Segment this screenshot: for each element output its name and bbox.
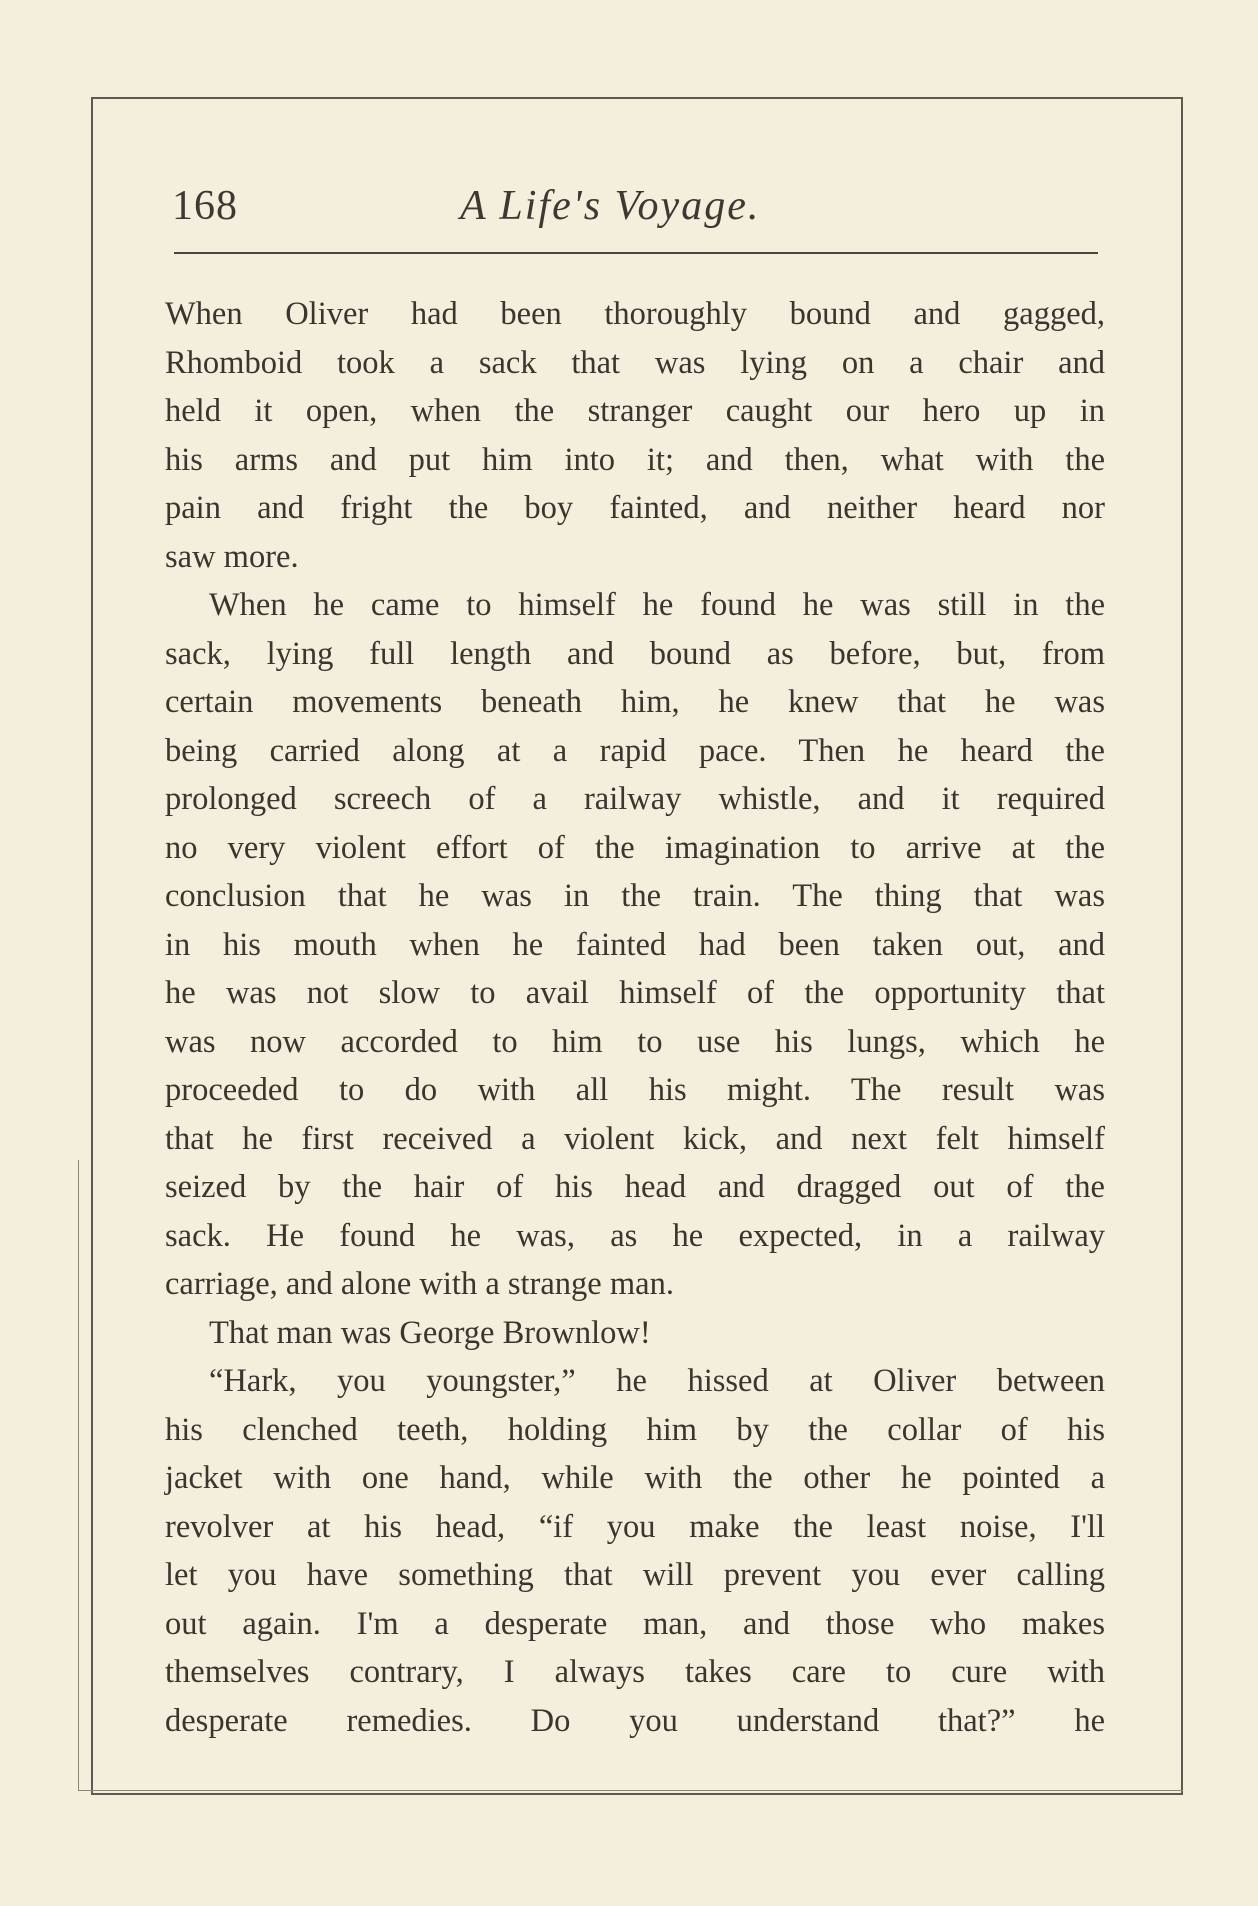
text-line: Rhomboid took a sack that was lying on a chair and (165, 344, 1105, 381)
text-line: no very violent effort of the imagination to arrive at the (165, 829, 1105, 866)
body-text (165, 290, 1105, 1745)
text-line: certain movements beneath him, he knew that he was (165, 684, 1105, 720)
text-line: seized by the hair of his head and dragged out of the (165, 1169, 1105, 1205)
text-line: sack, lying full length and bound as before, but, from (165, 635, 1105, 672)
text-line: his clenched teeth, holding him by the collar of his (165, 1411, 1105, 1448)
page-number: 168 (172, 183, 238, 229)
text-line: he was not slow to avail himself of the opportunity that (165, 975, 1105, 1011)
text-line: carriage, and alone with a strange man. (165, 1266, 674, 1302)
frame-shadow-bottom (78, 1790, 1183, 1791)
paragraph (165, 1357, 1105, 1745)
running-head (172, 176, 1094, 246)
text-line: out again. I'm a desperate man, and those who makes (165, 1605, 1105, 1642)
text-line: When Oliver had been thoroughly bound and gagged, (165, 296, 1105, 332)
text-line: themselves contrary, I always takes care to cure with (165, 1654, 1105, 1690)
text-line: proceeded to do with all his might. The result was (165, 1072, 1105, 1108)
text-line: When he came to himself he found he was still in the (209, 587, 1105, 623)
text-line: being carried along at a rapid pace. Then he heard the (165, 732, 1105, 769)
text-line: his arms and put him into it; and then, what with the (165, 441, 1105, 478)
paragraph (165, 290, 1105, 581)
text-line: conclusion that he was in the train. The thing that was (165, 878, 1105, 914)
text-line: was now accorded to him to use his lungs, which he (165, 1023, 1105, 1060)
paragraph (165, 581, 1105, 1309)
text-line: let you have something that will prevent you ever calling (165, 1557, 1105, 1593)
header-rule (174, 252, 1098, 254)
text-line: held it open, when the stranger caught our hero up in (165, 393, 1105, 429)
text-line: That man was George Brownlow! (209, 1314, 651, 1351)
frame-shadow-left (78, 1160, 79, 1790)
text-line: sack. He found he was, as he expected, in a railway (165, 1217, 1105, 1254)
text-line: prolonged screech of a railway whistle, and it required (165, 781, 1105, 817)
text-line: that he first received a violent kick, and next felt himself (165, 1120, 1105, 1157)
text-line: pain and fright the boy fainted, and neither heard nor (165, 490, 1105, 526)
text-line: in his mouth when he fainted had been taken out, and (165, 926, 1105, 963)
book-title: A Life's Voyage. (460, 183, 761, 229)
text-line: saw more. (165, 538, 299, 575)
text-line: “Hark, you youngster,” he hissed at Oliver between (209, 1363, 1105, 1399)
text-line: revolver at his head, “if you make the least noise, I'll (165, 1508, 1105, 1545)
text-line: desperate remedies. Do you understand that?” he (165, 1702, 1105, 1739)
paragraph (165, 1309, 1105, 1358)
text-line: jacket with one hand, while with the other he pointed a (165, 1460, 1105, 1496)
